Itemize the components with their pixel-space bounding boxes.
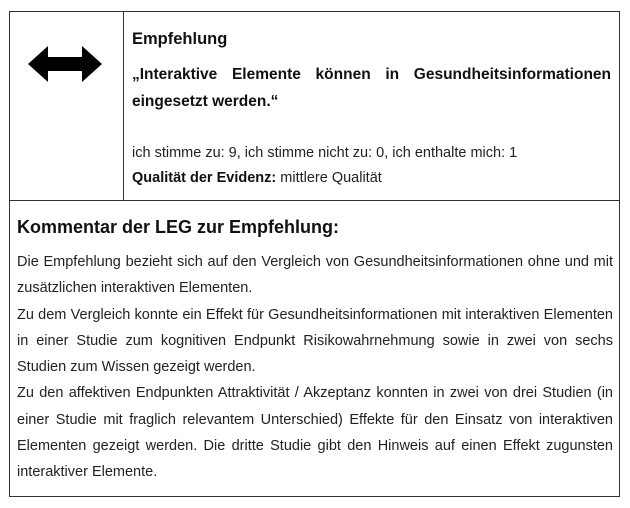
double-arrow-icon bbox=[28, 44, 102, 84]
comment-paragraph: Zu dem Vergleich konnte ein Effekt für Gesundheitsinformationen mit interaktiven Elementen in einer Studie zum kognitiven Endpunkt Risikowahrnehmung sowie in zwei von sechs Studien zum Wissen gezeigt werden. bbox=[17, 306, 613, 376]
comment-title: Kommentar der LEG zur Empfehlung: bbox=[17, 217, 340, 237]
evidence-quality-value: mittlere Qualität bbox=[276, 170, 382, 186]
icon-cell bbox=[10, 12, 124, 200]
recommendation-title: Empfehlung bbox=[132, 30, 228, 48]
comment-paragraph: Die Empfehlung bezieht sich auf den Vergleich von Gesundheitsinformationen ohne und mit zusätzlichen interaktiven Elementen. bbox=[17, 254, 613, 297]
recommendation-statement: „Interaktive Elemente können in Gesundheitsinformationen eingesetzt werden.“ bbox=[132, 66, 611, 110]
recommendation-box bbox=[9, 11, 620, 497]
comment-paragraph: Zu den affektiven Endpunkten Attraktivität / Akzeptanz konnten in zwei von drei Studien (in einer Studie mit fraglich relevantem Unterschied) Effekte für den Einsatz von interaktiven Elementen gezeigt werden. Die dritte Studie gibt den Hinweis auf einen Effekt zugunsten interaktiver Elemente. bbox=[17, 385, 613, 481]
evidence-quality-label: Qualität der Evidenz: bbox=[132, 170, 277, 186]
comment-body bbox=[17, 249, 613, 486]
vote-result: ich stimme zu: 9, ich stimme nicht zu: 0, ich enthalte mich: 1 bbox=[132, 145, 518, 161]
recommendation-section bbox=[10, 12, 619, 201]
evidence-quality bbox=[132, 170, 382, 186]
